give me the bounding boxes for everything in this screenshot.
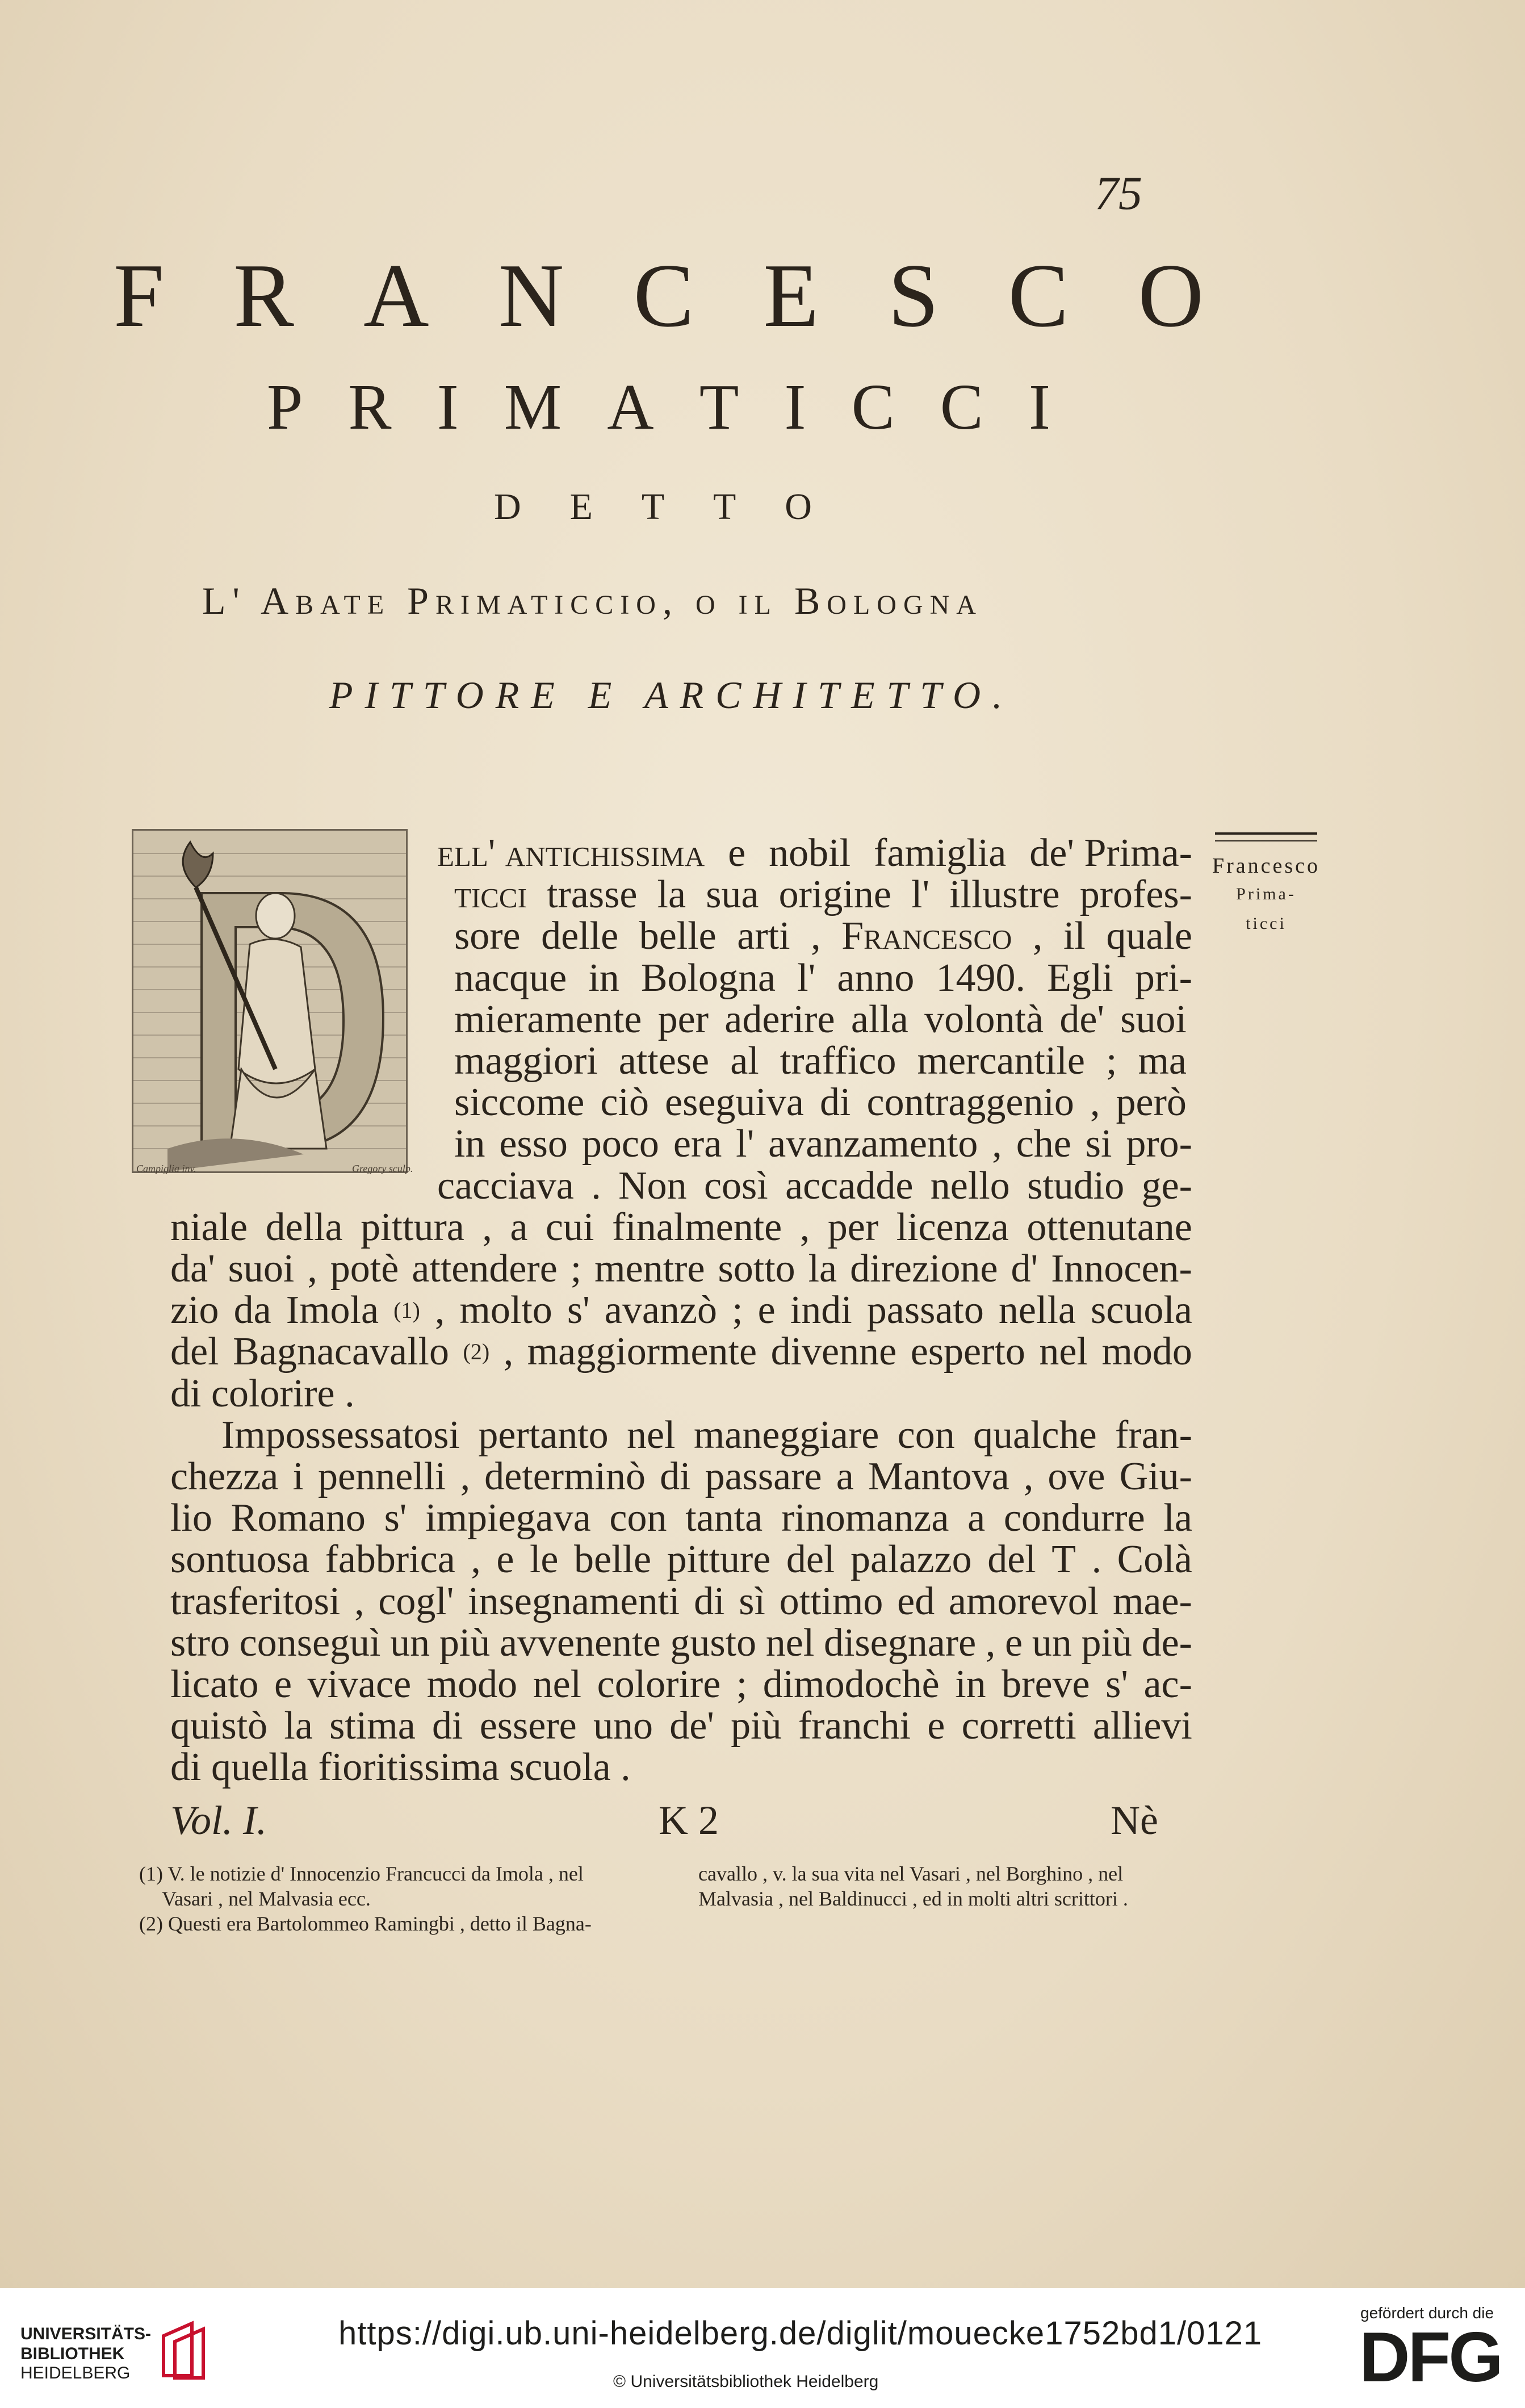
body-word: di xyxy=(694,1579,725,1623)
body-word: ; xyxy=(736,1662,748,1706)
title-surname-letter: I xyxy=(1028,371,1050,443)
body-line xyxy=(170,1620,1192,1665)
body-word: la xyxy=(284,1704,313,1748)
body-word: e xyxy=(927,1704,945,1748)
margin-note-2: Prima- xyxy=(1236,885,1296,903)
body-word: scuola xyxy=(1091,1288,1192,1333)
body-word: passato xyxy=(866,1288,984,1333)
body-word: colorire xyxy=(597,1662,721,1706)
body-word: potè xyxy=(330,1247,399,1291)
body-word: la xyxy=(808,1247,837,1291)
body-word: attese xyxy=(618,1039,710,1083)
body-line xyxy=(170,1457,1192,1497)
body-line xyxy=(170,1371,355,1416)
body-word: palazzo xyxy=(850,1538,972,1582)
library-logo-icon xyxy=(158,2319,212,2381)
body-word: , xyxy=(307,1247,317,1291)
body-word: T xyxy=(1051,1538,1076,1582)
body-word: Giu- xyxy=(1119,1455,1192,1498)
body-word: al xyxy=(730,1039,759,1083)
body-line xyxy=(170,1662,1192,1706)
title-detto-letter: T xyxy=(641,486,665,527)
body-word: Imola xyxy=(286,1288,379,1333)
body-word: determinò xyxy=(484,1455,646,1498)
body-word: Colà xyxy=(1117,1538,1192,1582)
body-word: finalmente xyxy=(611,1205,782,1249)
footnote-2a: (2) Questi era Bartolommeo Ramingbi , detto il Bagna- xyxy=(139,1912,592,1935)
body-word: quale xyxy=(1106,914,1192,958)
body-word: e xyxy=(757,1288,776,1333)
body-word: ; xyxy=(570,1247,582,1291)
body-word: stro xyxy=(170,1620,230,1665)
body-word: anno xyxy=(837,956,915,1000)
body-word: (2) xyxy=(463,1339,490,1365)
title-surname-letter: P xyxy=(267,371,303,443)
body-word: belle xyxy=(574,1538,652,1582)
body-word: uno xyxy=(593,1704,653,1748)
title-detto-letter: E xyxy=(569,486,593,527)
body-line xyxy=(454,1041,1187,1081)
body-word: del xyxy=(170,1330,219,1374)
body-line xyxy=(170,1205,1192,1249)
body-word: e xyxy=(728,831,746,875)
body-word: , xyxy=(434,1288,445,1333)
body-word: ; xyxy=(1105,1039,1117,1083)
body-word: da' xyxy=(170,1247,215,1291)
body-line xyxy=(170,1498,1192,1538)
body-word: de- xyxy=(1141,1620,1192,1665)
body-word: , xyxy=(1023,1455,1034,1498)
title-name-letter: N xyxy=(498,245,564,346)
body-word: a xyxy=(967,1496,986,1540)
body-word: Bagnacavallo xyxy=(233,1330,449,1374)
title-surname-letter: C xyxy=(851,371,895,443)
body-word: attendere xyxy=(412,1247,558,1291)
body-word: nella xyxy=(998,1288,1076,1333)
body-word: la xyxy=(657,873,686,917)
body-word: d' xyxy=(1011,1247,1038,1291)
body-word: belle xyxy=(639,914,717,958)
body-word: disegnare xyxy=(823,1620,977,1665)
body-word: in xyxy=(588,956,619,1000)
document-url-link[interactable]: https://digi.ub.uni-heidelberg.de/diglit/mouecke1752bd1/0121 xyxy=(338,2315,1263,2352)
page-number: 75 xyxy=(1095,167,1142,220)
body-word: poco xyxy=(581,1122,659,1166)
body-word: che xyxy=(1016,1122,1071,1166)
body-word: licenza xyxy=(896,1205,1009,1249)
body-word: nello xyxy=(930,1163,1010,1208)
title-name-letter: O xyxy=(1138,245,1204,346)
body-line xyxy=(454,875,1192,915)
body-word: qualche xyxy=(973,1413,1097,1457)
body-word: Romano xyxy=(231,1496,366,1540)
body-word: delle xyxy=(541,914,619,958)
body-word: Innocen- xyxy=(1051,1247,1192,1291)
body-word: sotto xyxy=(718,1247,795,1291)
body-word: a xyxy=(510,1205,528,1249)
subtitle-epithet: L' Abate Primaticcio, o il Bologna xyxy=(202,579,983,622)
footnote-2c: Malvasia , nel Baldinucci , ed in molti altri scrittori . xyxy=(698,1887,1128,1910)
title-name-letter: C xyxy=(1008,245,1069,346)
body-word: l' xyxy=(911,873,930,917)
funding-label: gefördert durch die xyxy=(1360,2304,1494,2322)
body-word: modo xyxy=(426,1662,518,1706)
body-word: de' xyxy=(669,1704,714,1748)
body-word: con xyxy=(609,1496,667,1540)
body-word: fabbrica xyxy=(325,1538,455,1582)
body-word: nel xyxy=(626,1413,676,1457)
body-word: maneggiare xyxy=(693,1413,879,1457)
body-word: ove xyxy=(1048,1455,1105,1498)
body-word: era xyxy=(673,1122,722,1166)
body-word: modo xyxy=(1101,1330,1192,1374)
body-word: lio xyxy=(170,1496,212,1540)
body-word: trasse xyxy=(547,873,638,917)
body-word: , xyxy=(1090,1081,1100,1125)
body-word: i xyxy=(292,1455,304,1498)
title-line-2 xyxy=(267,371,1050,443)
body-word: ; xyxy=(732,1288,743,1333)
body-word: breve xyxy=(1002,1662,1090,1706)
engraver-caption-right: Gregory sculp. xyxy=(352,1163,413,1174)
body-word: si xyxy=(1085,1122,1112,1166)
body-word: ciò xyxy=(600,1081,649,1125)
body-word: arti xyxy=(737,914,790,958)
footnote-1b: Vasari , nel Malvasia ecc. xyxy=(162,1887,371,1910)
copyright-notice: © Universitätsbibliothek Heidelberg xyxy=(613,2372,879,2391)
engraved-figure-illustration xyxy=(133,831,406,1171)
body-word: così xyxy=(703,1163,768,1208)
body-word: ottimo xyxy=(779,1579,883,1623)
body-word: (1) xyxy=(393,1297,420,1324)
body-word: nobil xyxy=(769,831,851,875)
body-word: de' xyxy=(1059,997,1105,1041)
title-detto-letter: O xyxy=(785,486,812,527)
body-word: direzione xyxy=(850,1247,998,1291)
body-word: più xyxy=(439,1620,491,1665)
body-word: siccome xyxy=(454,1081,585,1125)
body-word: insegnamenti xyxy=(468,1579,680,1623)
body-word: in xyxy=(955,1662,986,1706)
title-name-letter: F xyxy=(114,245,164,346)
body-word: , xyxy=(503,1330,514,1374)
body-line xyxy=(437,1163,1192,1208)
body-word: , xyxy=(460,1455,471,1498)
body-word: allievi xyxy=(1092,1704,1192,1748)
title-surname-letter: R xyxy=(348,371,392,443)
title-detto-letter: T xyxy=(713,486,736,527)
body-word: di xyxy=(432,1704,463,1748)
body-word: del xyxy=(987,1538,1036,1582)
body-word: conseguì xyxy=(239,1620,381,1665)
body-word: . xyxy=(1091,1538,1102,1582)
body-word: un xyxy=(1032,1620,1072,1665)
body-line xyxy=(221,1413,1192,1457)
library-line-3: HEIDELBERG xyxy=(20,2364,131,2382)
body-word: mercantile xyxy=(917,1039,1085,1083)
body-word: ell' antichissima xyxy=(437,831,705,875)
body-word: condurre xyxy=(1003,1496,1145,1540)
body-word: s' xyxy=(384,1496,407,1540)
body-word: ed xyxy=(897,1579,935,1623)
library-line-2: BIBLIOTHEK xyxy=(20,2344,125,2363)
body-word: pitture xyxy=(667,1538,771,1582)
body-word: franchi xyxy=(798,1704,911,1748)
body-word: ge- xyxy=(1141,1163,1192,1208)
body-word: impiegava xyxy=(425,1496,591,1540)
body-word: passare xyxy=(705,1455,822,1498)
body-word: licato xyxy=(170,1662,259,1706)
body-word: profes- xyxy=(1079,873,1192,917)
body-word: da xyxy=(233,1288,271,1333)
footnote-1a: (1) V. le notizie d' Innocenzio Francucci da Imola , nel xyxy=(139,1862,584,1885)
title-line-5: PITTORE E ARCHITETTO. xyxy=(329,673,1015,717)
body-word: suoi xyxy=(228,1247,295,1291)
body-word: Impossessatosi xyxy=(221,1413,460,1457)
body-line xyxy=(454,1124,1192,1164)
body-word: famiglia xyxy=(874,831,1007,875)
title-detto-letter: D xyxy=(494,486,521,527)
body-word: alla xyxy=(851,997,908,1041)
body-word: origine xyxy=(778,873,891,917)
body-word: niale xyxy=(170,1205,248,1249)
body-word: zio xyxy=(170,1288,219,1333)
body-word: accadde xyxy=(785,1163,914,1208)
body-word: mieramente xyxy=(454,997,642,1041)
body-line xyxy=(454,997,1187,1041)
body-word: di quella fioritissima scuola . xyxy=(170,1745,631,1790)
body-word: mae- xyxy=(1112,1579,1192,1623)
body-word: del xyxy=(786,1538,835,1582)
body-word: per xyxy=(827,1205,879,1249)
body-word: , xyxy=(992,1122,1002,1166)
body-line xyxy=(170,1288,1192,1333)
body-word: , xyxy=(799,1205,810,1249)
body-word: s' xyxy=(1105,1662,1128,1706)
title-surname-letter: A xyxy=(607,371,654,443)
body-word: Francesco xyxy=(841,914,1012,958)
body-word: esso xyxy=(499,1122,568,1166)
body-word: de' Prima- xyxy=(1029,831,1192,875)
body-word: il xyxy=(1063,914,1086,958)
body-word: sì xyxy=(739,1579,765,1623)
body-word: di colorire . xyxy=(170,1371,355,1416)
body-word: molto xyxy=(459,1288,552,1333)
body-word: . xyxy=(591,1163,601,1208)
body-word: essere xyxy=(479,1704,577,1748)
signature-line xyxy=(170,1800,1158,1841)
body-word: nel xyxy=(533,1662,582,1706)
body-word: la xyxy=(1163,1496,1192,1540)
body-word: traffico xyxy=(780,1039,896,1083)
body-word: studio xyxy=(1027,1163,1125,1208)
title-line-1 xyxy=(114,245,1204,346)
body-line xyxy=(170,1540,1192,1580)
body-word: e xyxy=(1005,1620,1023,1665)
body-word: amorevol xyxy=(948,1579,1099,1623)
body-word: sontuosa xyxy=(170,1538,309,1582)
body-word: cacciava xyxy=(437,1163,574,1208)
body-line xyxy=(454,1083,1187,1123)
body-word: maggiori xyxy=(454,1039,598,1083)
body-word: pro- xyxy=(1126,1122,1192,1166)
body-word: nel xyxy=(1039,1330,1088,1374)
body-word: eseguiva xyxy=(665,1081,804,1125)
volume-mark: Vol. I. xyxy=(170,1798,267,1843)
body-line xyxy=(170,1579,1192,1623)
body-word: avanzò xyxy=(604,1288,718,1333)
catchword: Nè xyxy=(1111,1798,1158,1843)
body-word: indi xyxy=(790,1288,852,1333)
body-word: l' xyxy=(736,1122,755,1166)
body-word: contraggenio xyxy=(866,1081,1074,1125)
body-word: s' xyxy=(567,1288,590,1333)
body-word: aderire xyxy=(724,997,835,1041)
body-word: Bologna xyxy=(640,956,776,1000)
body-word: divenne xyxy=(770,1330,897,1374)
body-word: pittura xyxy=(361,1205,464,1249)
body-word: dimodochè xyxy=(762,1662,940,1706)
body-word: , xyxy=(471,1538,481,1582)
body-word: nacque xyxy=(454,956,567,1000)
body-word: mentre xyxy=(594,1247,705,1291)
margin-note-1: Francesco xyxy=(1212,854,1321,878)
body-word: cui xyxy=(545,1205,594,1249)
body-word: corretti xyxy=(961,1704,1076,1748)
body-word: l' xyxy=(797,956,816,1000)
title-surname-letter: I xyxy=(784,371,806,443)
body-line xyxy=(454,916,1192,956)
body-line xyxy=(170,1249,1192,1289)
body-word: le xyxy=(529,1538,559,1582)
body-word: , xyxy=(1032,914,1043,958)
body-word: trasferitosi xyxy=(170,1579,341,1623)
title-line-4 xyxy=(202,581,983,620)
body-word: in xyxy=(454,1122,485,1166)
title-name-letter: E xyxy=(763,245,819,346)
body-line xyxy=(170,1745,631,1790)
viewer-footer xyxy=(0,2288,1525,2408)
body-word: Non xyxy=(618,1163,687,1208)
title-surname-letter: M xyxy=(504,371,562,443)
title-name-letter: R xyxy=(233,245,294,346)
body-word: 1490. xyxy=(936,956,1025,1000)
title-name-letter: A xyxy=(363,245,429,346)
body-word: pri- xyxy=(1134,956,1192,1000)
body-line xyxy=(170,1706,1192,1746)
title-line-3 xyxy=(494,488,812,526)
body-word: pennelli xyxy=(318,1455,446,1498)
body-word: della xyxy=(265,1205,343,1249)
body-word: volontà xyxy=(924,997,1044,1041)
body-word: suoi xyxy=(1120,997,1187,1041)
body-word: tanta xyxy=(685,1496,763,1540)
body-line xyxy=(437,831,1192,875)
margin-note-3: ticci xyxy=(1246,914,1287,933)
body-word: ac- xyxy=(1143,1662,1192,1706)
body-word: ottenutane xyxy=(1027,1205,1192,1249)
body-word: avvenente xyxy=(499,1620,661,1665)
body-word: con xyxy=(897,1413,955,1457)
library-name xyxy=(20,2325,151,2384)
body-word: , xyxy=(811,914,821,958)
body-word: più xyxy=(1081,1620,1132,1665)
body-word: cogl' xyxy=(378,1579,454,1623)
body-word: e xyxy=(274,1662,292,1706)
signature-mark: K 2 xyxy=(659,1798,719,1843)
body-word: a xyxy=(836,1455,854,1498)
title-surname-letter: I xyxy=(437,371,459,443)
engraver-caption-left: Campiglia inv. xyxy=(136,1163,196,1174)
body-word: più xyxy=(731,1704,782,1748)
margin-rule xyxy=(1215,832,1317,841)
body-word: pertanto xyxy=(478,1413,609,1457)
body-word: di xyxy=(660,1455,691,1498)
body-word: e xyxy=(496,1538,514,1582)
dfg-logo: DFG xyxy=(1359,2318,1501,2397)
body-word: Egli xyxy=(1047,956,1113,1000)
body-word: , xyxy=(354,1579,365,1623)
title-surname-letter: C xyxy=(940,371,983,443)
body-word: ma xyxy=(1138,1039,1187,1083)
body-word: gusto xyxy=(670,1620,757,1665)
library-line-1: UNIVERSITÄTS- xyxy=(20,2325,152,2343)
body-word: esperto xyxy=(910,1330,1025,1374)
body-word: per xyxy=(657,997,709,1041)
decorated-initial-d xyxy=(132,829,408,1173)
title-name-letter: C xyxy=(633,245,694,346)
body-word: illustre xyxy=(949,873,1060,917)
body-line xyxy=(170,1332,1192,1372)
body-word: però xyxy=(1116,1081,1187,1125)
body-word: ticci xyxy=(454,873,527,917)
body-word: vivace xyxy=(307,1662,412,1706)
body-word: fran- xyxy=(1115,1413,1192,1457)
body-word: nel xyxy=(765,1620,815,1665)
body-word: , xyxy=(985,1620,996,1665)
body-word: Mantova xyxy=(868,1455,1009,1498)
body-word: sua xyxy=(706,873,759,917)
body-word: stima xyxy=(329,1704,416,1748)
body-line xyxy=(454,958,1192,998)
body-word: un xyxy=(390,1620,430,1665)
body-word: sore xyxy=(454,914,521,958)
body-word: , xyxy=(482,1205,492,1249)
body-word: rinomanza xyxy=(781,1496,949,1540)
body-word: chezza xyxy=(170,1455,279,1498)
title-surname-letter: T xyxy=(699,371,739,443)
footnote-2b: cavallo , v. la sua vita nel Vasari , nel Borghino , nel xyxy=(698,1862,1124,1885)
title-name-letter: S xyxy=(888,245,939,346)
body-word: quistò xyxy=(170,1704,268,1748)
body-word: maggiormente xyxy=(527,1330,757,1374)
body-word: di xyxy=(819,1081,851,1125)
body-word: avanzamento xyxy=(768,1122,978,1166)
